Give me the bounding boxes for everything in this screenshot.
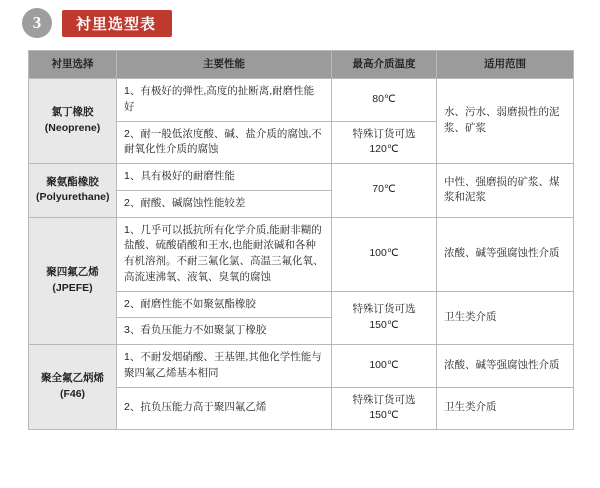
- material-name-line1: 氯丁橡胶: [51, 106, 94, 119]
- temperature-line1: 特殊订货可选: [352, 127, 416, 140]
- performance-cell: 1、有极好的弹性,高度的扯断离,耐磨性能好: [117, 79, 332, 122]
- performance-cell: 2、耐磨性能不如聚氨酯橡胶: [117, 291, 332, 318]
- temperature-cell: 100℃: [332, 217, 437, 291]
- material-name-line2: (F46): [59, 388, 86, 400]
- performance-cell: 1、具有极好的耐磨性能: [117, 164, 332, 191]
- temperature-line1: 特殊订货可选: [352, 393, 416, 406]
- performance-cell: 1、不耐发烟硝酸、王基锂,其他化学性能与聚四氟乙烯基本相同: [117, 345, 332, 388]
- temperature-line2: 150℃: [369, 409, 399, 422]
- application-range-cell: 卫生类介质: [437, 291, 574, 345]
- material-name-line2: (Neoprene): [44, 122, 101, 134]
- temperature-cell: [332, 387, 437, 430]
- temperature-line2: 120℃: [369, 143, 399, 156]
- table-header: [29, 51, 574, 79]
- material-name-line2: (JPEFE): [52, 281, 93, 294]
- material-name-line2: (Polyurethane): [36, 191, 110, 204]
- material-cell-ptfe: [29, 217, 117, 345]
- column-header-application-range: 适用范围: [437, 51, 574, 79]
- table-header-row: [29, 51, 574, 79]
- column-header-material: 衬里选择: [29, 51, 117, 79]
- lining-selection-table-wrapper: [28, 50, 573, 430]
- table-body: [29, 79, 574, 430]
- section-header: [22, 8, 172, 38]
- temperature-cell: 70℃: [332, 164, 437, 218]
- column-header-performance: 主要性能: [117, 51, 332, 79]
- material-cell-neoprene: [29, 79, 117, 164]
- temperature-cell: [332, 291, 437, 345]
- performance-cell: 2、耐酸、碱腐蚀性能较差: [117, 190, 332, 217]
- table-row: [29, 345, 574, 388]
- application-range-cell: 水、污水、弱磨损性的泥浆、矿浆: [437, 79, 574, 164]
- application-range-cell: 浓酸、碱等强腐蚀性介质: [437, 345, 574, 388]
- column-header-max-temperature: 最高介质温度: [332, 51, 437, 79]
- application-range-cell: 中性、强磨损的矿浆、煤浆和泥浆: [437, 164, 574, 218]
- temperature-cell: [332, 121, 437, 164]
- temperature-line1: 特殊订货可选: [352, 303, 416, 315]
- section-number-badge: 3: [22, 8, 52, 38]
- material-name-line1: 聚四氟乙烯: [46, 266, 99, 278]
- application-range-cell: 卫生类介质: [437, 387, 574, 430]
- material-cell-polyurethane: [29, 164, 117, 218]
- table-row: [29, 217, 574, 291]
- performance-cell: 2、抗负压能力高于聚四氟乙烯: [117, 387, 332, 430]
- temperature-cell: 80℃: [332, 79, 437, 122]
- material-name-line1: 聚全氟乙炳烯: [41, 372, 104, 385]
- temperature-line2: 150℃: [369, 318, 399, 331]
- material-name-line1: 聚氨酯橡胶: [46, 175, 99, 188]
- table-row: [29, 164, 574, 191]
- temperature-cell: 100℃: [332, 345, 437, 388]
- performance-cell: 2、耐一般低浓度酸、碱、盐介质的腐蚀,不耐氧化性介质的腐蚀: [117, 121, 332, 164]
- page-title: 衬里选型表: [76, 15, 157, 33]
- table-row: [29, 79, 574, 122]
- performance-cell: 1、几乎可以抵抗所有化学介质,能耐非糊的盐酸、硫酸硝酸和王水,也能耐浓碱和各种有机溶剂。不耐三氟化氯、高温三氟化氧、高流速沸氧、液氧、臭氧的腐蚀: [117, 217, 332, 291]
- performance-cell: 3、看负压能力不如聚氯丁橡胶: [117, 318, 332, 345]
- application-range-cell: 浓酸、碱等强腐蚀性介质: [437, 217, 574, 291]
- section-title-bar: [62, 10, 172, 37]
- lining-selection-table: [28, 50, 574, 430]
- material-cell-f46: [29, 345, 117, 430]
